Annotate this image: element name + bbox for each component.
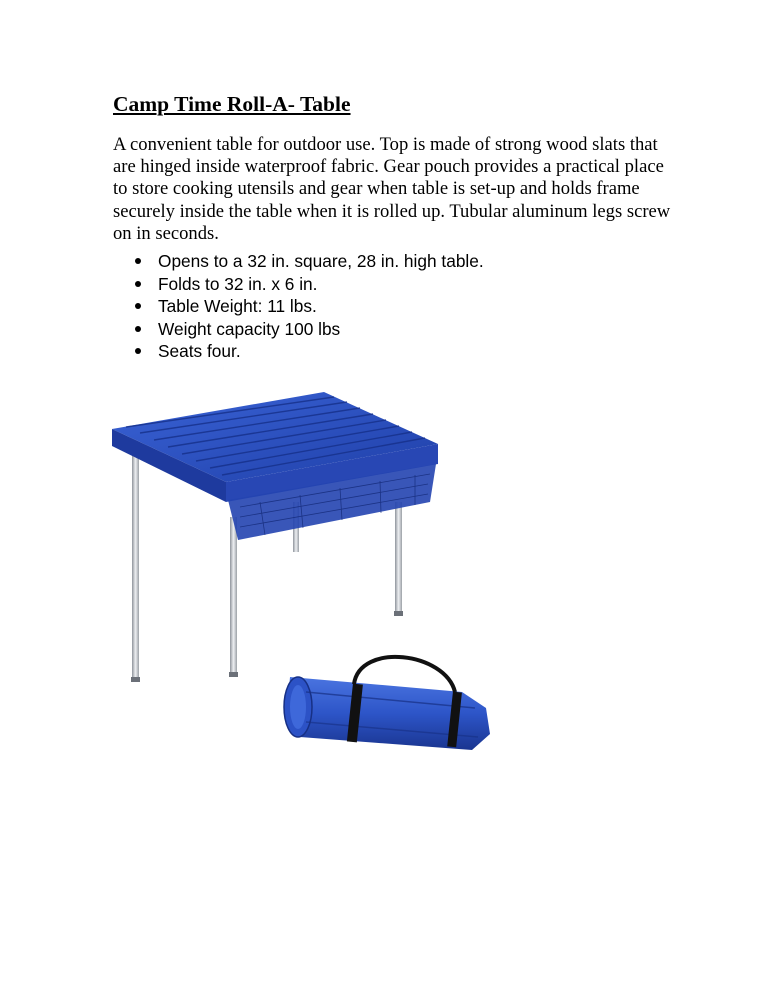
bullet-icon — [135, 348, 141, 354]
bullet-icon — [135, 281, 141, 287]
feature-item — [135, 340, 484, 363]
feature-item — [135, 250, 484, 273]
product-image — [110, 392, 500, 752]
feature-item — [135, 295, 484, 318]
feature-text: Opens to a 32 in. square, 28 in. high table. — [158, 251, 484, 271]
feature-text: Seats four. — [158, 341, 241, 362]
feature-list — [135, 250, 484, 363]
feature-text: Folds to 32 in. x 6 in. — [158, 273, 318, 294]
feature-item — [135, 318, 484, 341]
rolled-table-bag — [284, 657, 490, 750]
table-top — [112, 392, 438, 540]
bullet-icon — [135, 258, 141, 264]
feature-text: Weight capacity 100 lbs — [158, 318, 341, 339]
feature-text: Table Weight: 11 lbs. — [158, 296, 317, 317]
feature-item — [135, 273, 484, 296]
bullet-icon — [135, 303, 141, 309]
bullet-icon — [135, 326, 141, 332]
page-title: Camp Time Roll-A- Table — [113, 92, 351, 116]
product-description: A convenient table for outdoor use. Top is made of strong wood slats that are hinged inside waterproof fabric. Gear pouch provides a practical place to store cooking utensils and gear when table is set-up and holds frame securely inside the table when it is rolled up. Tubular aluminum legs screw on in seconds. — [113, 134, 671, 244]
